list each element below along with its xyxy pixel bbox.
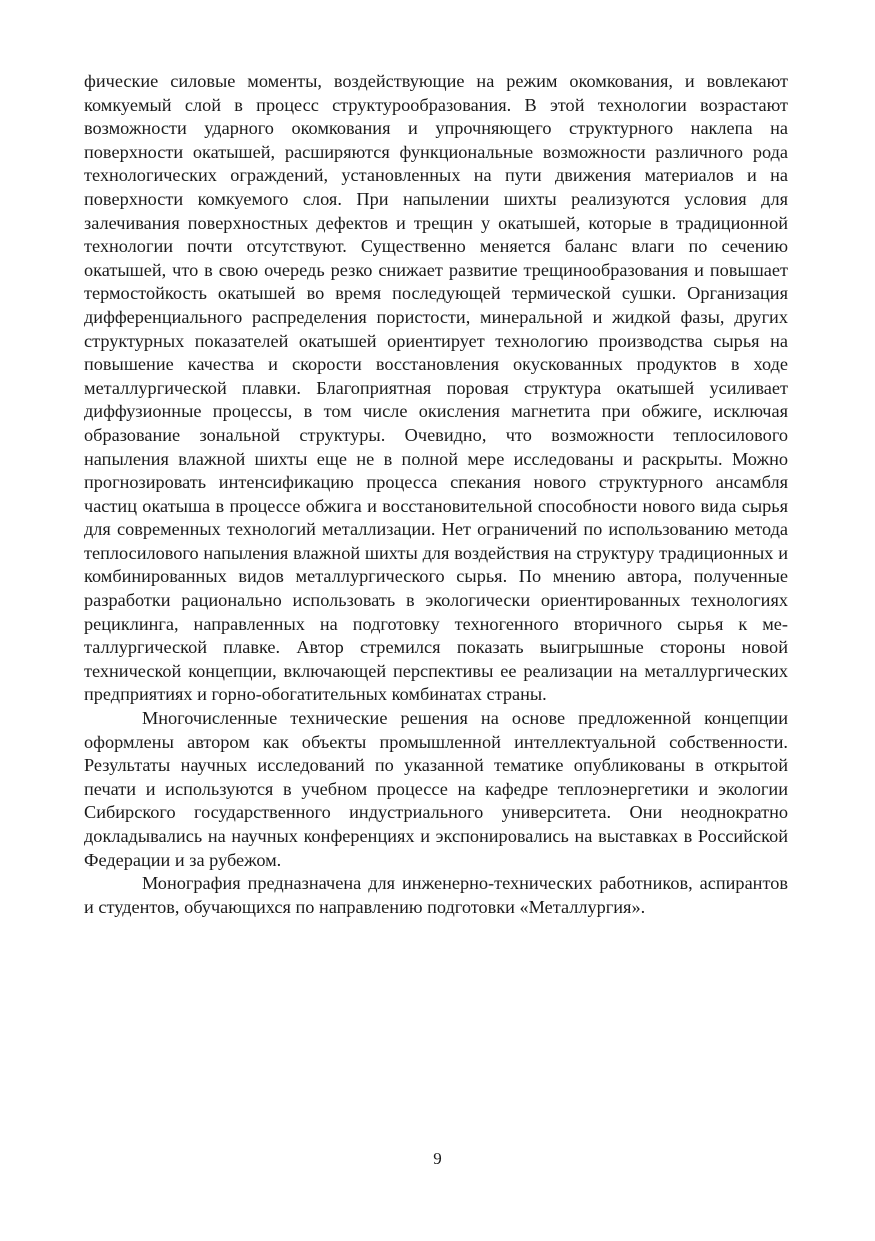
page-number: 9 (433, 1149, 442, 1168)
paragraph-3: Монография предназначена для инженерно-технических работников, аспирантов и студентов, обучающихся по направлению подготовки «Металлургия». (84, 873, 788, 917)
page-body (84, 70, 788, 919)
paragraph-1: фические силовые моменты, воздействующие на режим окомкования, и вовлекают комкуемый слой в процесс структурообразования. В этой технологии возрастают возможности ударного окомкования и упрочняющего структурного наклепа на поверхности окатышей, расширяются функциональные возможности различного рода технологических ограждений, установленных на пути движения материалов и на поверхности комкуемого слоя. При напылении шихты реализуются условия для залечивания поверхностных дефектов и трещин у окатышей, которые в традиционной технологии почти отсутствуют. Существенно меняется баланс влаги по сечению окатышей, что в свою очередь резко снижает развитие трещинообразования и повышает термостойкость окатышей во время последующей термической сушки. Организация дифференциального распределения пористости, минеральной и жидкой фазы, других структурных показателей окатышей ориентирует технологию производства сырья на повышение качества и скорости восстановления окускованных продуктов в ходе металлургической плавки. Благоприятная поровая структура окатышей усиливает диффузионные процессы, в том числе окисления магнетита при обжиге, исключая образование зональной структуры. Очевидно, что возможности теплосилового напыления влажной шихты еще не в полной мере исследованы и раскрыты. Можно прогнозировать интенсификацию процесса спекания нового структурного ансамбля частиц окатыша в процессе обжига и восстановительной способности нового вида сырья для современных технологий металлизации. Нет ограничений по использованию метода теплосилового напыления влажной шихты для воздействия на структуру традиционных и комбинированных видов металлургического сырья. По мнению автора, полученные разработки рационально использовать в экологически ориентированных технологиях рециклинга, направленных на подготовку техногенного вторичного сырья к металлургической плавке. Автор стремился показать выигрышные стороны новой технической концепции, включающей перспективы ее реализации на металлургических предприятиях и горно-обогатительных комбинатах страны. (84, 71, 788, 705)
paragraph-2: Многочисленные технические решения на основе предложенной концепции оформлены автором как объекты промышленной интеллектуальной собственности. Результаты научных исследований по указанной тематике опубликованы в открытой печати и используются в учебном процессе на кафедре теплоэнергетики и экологии Сибирского государственного индустриального университета. Они неоднократно докладывались на научных конференциях и экспонировались на выставках в Российской Федерации и за рубежом. (84, 708, 788, 870)
